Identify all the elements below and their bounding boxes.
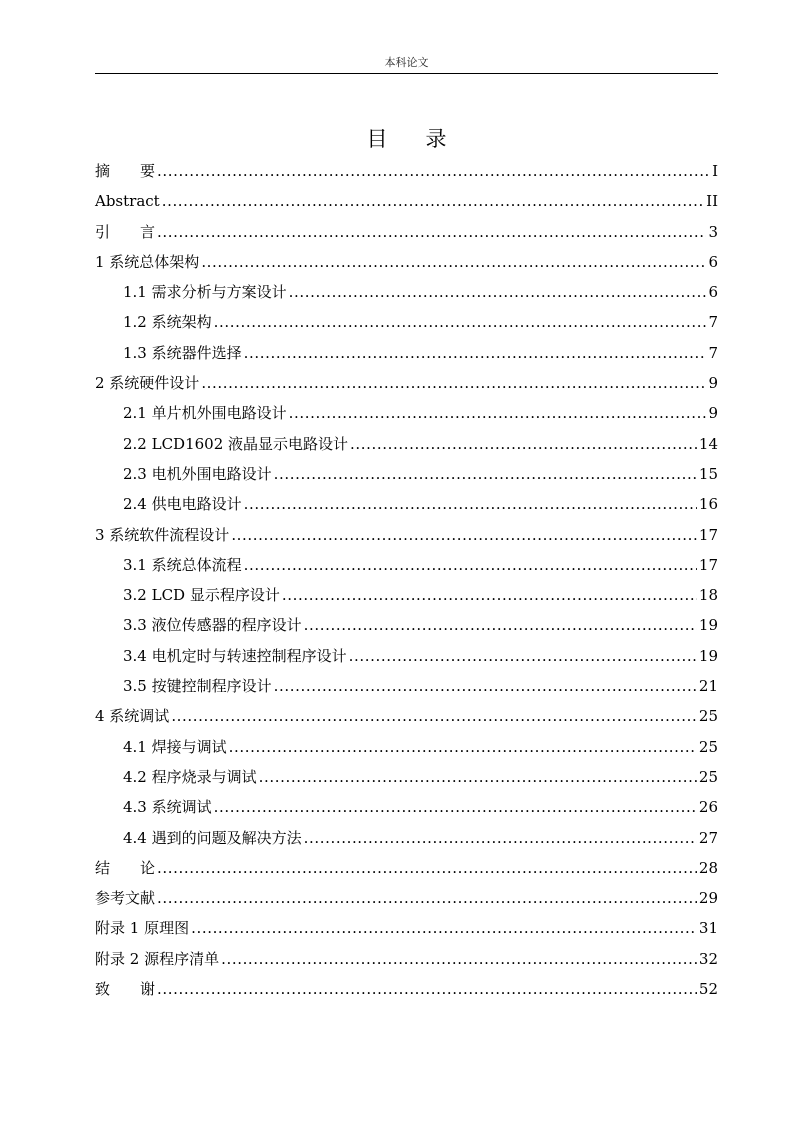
toc-entry[interactable]	[95, 156, 718, 186]
table-of-contents	[95, 156, 718, 1004]
dot-leader	[157, 883, 697, 913]
toc-entry[interactable]	[95, 732, 718, 762]
dot-leader	[157, 156, 710, 186]
dot-leader	[157, 853, 697, 883]
dot-leader	[221, 944, 697, 974]
toc-entry-label: 4 系统调试	[95, 707, 170, 726]
dot-leader	[214, 792, 697, 822]
toc-entry[interactable]	[95, 701, 718, 731]
toc-entry[interactable]	[95, 429, 718, 459]
toc-entry-label: 2.2 LCD1602 液晶显示电路设计	[123, 434, 349, 453]
toc-entry-page-number: II	[706, 192, 718, 211]
toc-entry-label: 4.2 程序烧录与调试	[123, 767, 257, 786]
toc-entry[interactable]	[95, 853, 718, 883]
toc-entry-label: 摘 要	[95, 162, 156, 180]
toc-entry[interactable]	[95, 520, 718, 550]
dot-leader	[259, 762, 697, 792]
toc-entry-label: 结 论	[95, 858, 156, 877]
toc-entry[interactable]	[95, 580, 718, 610]
dot-leader	[289, 277, 707, 307]
toc-entry-page-number: 19	[698, 616, 718, 635]
toc-entry-label: 2.1 单片机外围电路设计	[123, 404, 287, 423]
dot-leader	[304, 610, 697, 640]
dot-leader	[304, 823, 697, 853]
toc-entry[interactable]	[95, 489, 718, 519]
dot-leader	[157, 974, 697, 1004]
dot-leader	[244, 338, 707, 368]
toc-entry-label: 4.3 系统调试	[123, 798, 212, 817]
dot-leader	[350, 429, 697, 459]
toc-entry-label: 致 谢	[95, 980, 156, 999]
toc-entry[interactable]	[95, 277, 718, 307]
dot-leader	[274, 459, 697, 489]
dot-leader	[244, 550, 697, 580]
toc-entry-label: 4.1 焊接与调试	[123, 737, 227, 756]
toc-entry-page-number: 18	[698, 586, 718, 605]
toc-entry-page-number: 17	[698, 555, 718, 574]
toc-entry[interactable]	[95, 459, 718, 489]
dot-leader	[289, 398, 707, 428]
toc-entry-label: 附录 1 原理图	[95, 919, 190, 938]
toc-entry-page-number: 14	[698, 434, 718, 453]
toc-entry-page-number: 27	[698, 828, 718, 847]
toc-entry-page-number: 25	[698, 737, 718, 756]
toc-entry[interactable]	[95, 974, 718, 1004]
toc-entry-page-number: 21	[698, 677, 718, 696]
toc-entry[interactable]	[95, 913, 718, 943]
dot-leader	[214, 307, 707, 337]
dot-leader	[231, 520, 697, 550]
toc-entry-page-number: 25	[698, 767, 718, 786]
toc-entry-page-number: 6	[708, 252, 718, 271]
toc-entry[interactable]	[95, 883, 718, 913]
toc-entry-page-number: 32	[698, 949, 718, 968]
dot-leader	[349, 641, 697, 671]
toc-entry-label: 1.3 系统器件选择	[123, 343, 242, 362]
toc-entry-page-number: 25	[698, 707, 718, 726]
toc-entry-page-number: 6	[708, 283, 718, 302]
toc-entry-label: 2.3 电机外围电路设计	[123, 464, 272, 483]
toc-entry[interactable]	[95, 398, 718, 428]
toc-entry-page-number: 9	[708, 374, 718, 393]
toc-entry[interactable]	[95, 217, 718, 247]
toc-entry[interactable]	[95, 247, 718, 277]
toc-entry-page-number: 7	[708, 313, 718, 332]
dot-leader	[171, 701, 697, 731]
toc-entry[interactable]	[95, 641, 718, 671]
toc-entry-page-number: 26	[698, 798, 718, 817]
toc-entry-label: Abstract	[95, 192, 160, 211]
toc-entry-label: 3.5 按键控制程序设计	[123, 677, 272, 696]
toc-entry-page-number: 7	[708, 343, 718, 362]
toc-entry-label: 附录 2 源程序清单	[95, 949, 220, 968]
toc-entry-page-number: 29	[698, 889, 718, 908]
toc-entry-page-number: 28	[698, 858, 718, 877]
dot-leader	[162, 186, 704, 216]
toc-entry[interactable]	[95, 823, 718, 853]
toc-entry-label: 3.2 LCD 显示程序设计	[123, 586, 280, 605]
dot-leader	[229, 732, 697, 762]
toc-entry-label: 参考文献	[95, 889, 156, 908]
toc-entry[interactable]	[95, 307, 718, 337]
toc-entry-label: 1.2 系统架构	[123, 313, 212, 332]
toc-entry-page-number: 17	[698, 525, 718, 544]
toc-entry-page-number: 9	[708, 404, 718, 423]
dot-leader	[244, 489, 697, 519]
dot-leader	[274, 671, 697, 701]
toc-entry-page-number: 31	[698, 919, 718, 938]
header-rule	[95, 73, 718, 74]
toc-entry-label: 1 系统总体架构	[95, 252, 200, 271]
toc-entry-label: 3.1 系统总体流程	[123, 555, 242, 574]
toc-entry[interactable]	[95, 944, 718, 974]
dot-leader	[191, 913, 697, 943]
dot-leader	[282, 580, 697, 610]
toc-entry-page-number: 52	[698, 980, 718, 999]
toc-entry-label: 3.4 电机定时与转速控制程序设计	[123, 646, 347, 665]
toc-entry-page-number: 15	[698, 464, 718, 483]
dot-leader	[157, 217, 706, 247]
toc-entry-page-number: 19	[698, 646, 718, 665]
toc-entry-label: 2 系统硬件设计	[95, 374, 200, 393]
toc-entry-label: 引 言	[95, 222, 156, 241]
toc-entry-page-number: 16	[698, 495, 718, 514]
toc-entry-label: 1.1 需求分析与方案设计	[123, 283, 287, 302]
toc-entry-page-number: I	[712, 162, 718, 180]
running-header: 本科论文	[384, 56, 429, 69]
toc-entry-label: 3 系统软件流程设计	[95, 525, 230, 544]
toc-entry[interactable]	[95, 338, 718, 368]
toc-entry[interactable]	[95, 762, 718, 792]
toc-title: 目录	[366, 127, 485, 151]
dot-leader	[201, 247, 706, 277]
toc-entry-page-number: 3	[708, 222, 718, 241]
toc-entry-label: 2.4 供电电路设计	[123, 495, 242, 514]
toc-entry[interactable]	[95, 671, 718, 701]
toc-entry[interactable]	[95, 186, 718, 216]
toc-entry[interactable]	[95, 610, 718, 640]
toc-entry[interactable]	[95, 792, 718, 822]
toc-entry-label: 3.3 液位传感器的程序设计	[123, 616, 302, 635]
toc-entry[interactable]	[95, 550, 718, 580]
toc-entry[interactable]	[95, 368, 718, 398]
toc-entry-label: 4.4 遇到的问题及解决方法	[123, 828, 302, 847]
dot-leader	[201, 368, 706, 398]
